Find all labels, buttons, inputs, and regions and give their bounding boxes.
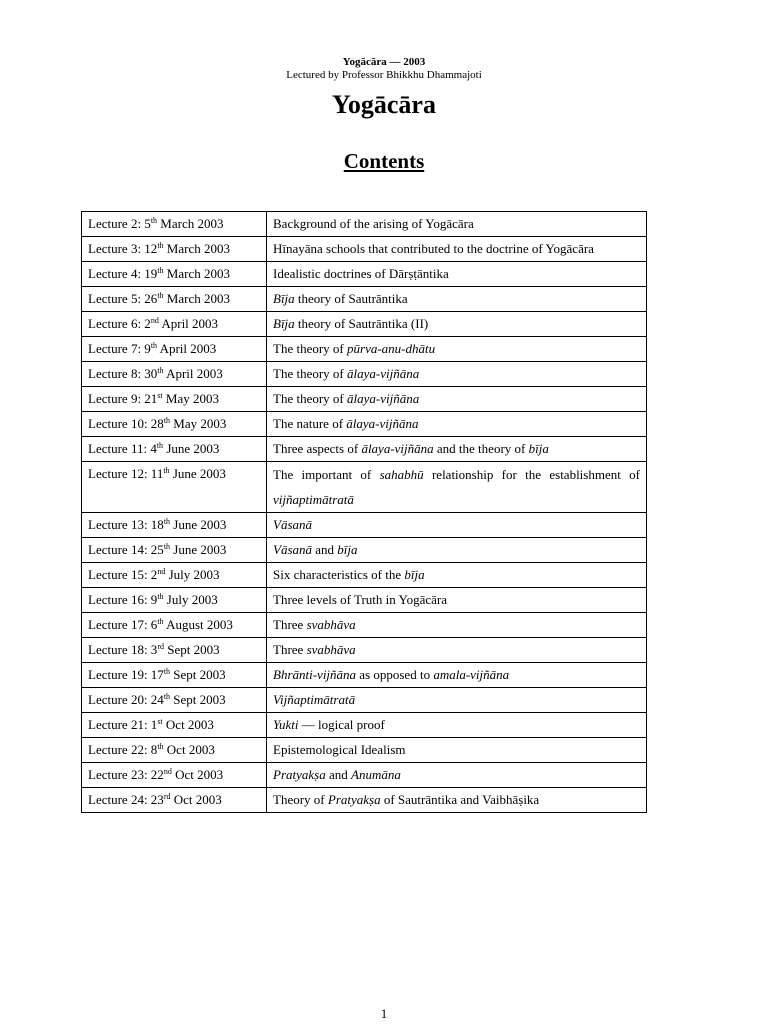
ordinal-suffix: st: [157, 717, 163, 726]
table-row: [82, 337, 647, 362]
lecture-label: Lecture 6: 2: [88, 316, 151, 331]
lecture-topic-cell: [267, 713, 647, 738]
topic-term: svabhāva: [306, 617, 356, 632]
lecture-topic-cell: [267, 337, 647, 362]
lecture-month: June 2003: [163, 441, 220, 456]
table-row: [82, 588, 647, 613]
lecture-label: Lecture 23: 22: [88, 767, 164, 782]
lecture-topic-cell: [267, 563, 647, 588]
ordinal-suffix: st: [157, 391, 163, 400]
table-row: [82, 538, 647, 563]
ordinal-suffix: th: [157, 592, 164, 601]
lecture-topic-cell: [267, 287, 647, 312]
table-row: [82, 513, 647, 538]
lecture-month: March 2003: [157, 216, 224, 231]
page-title: Yogācāra: [332, 90, 436, 119]
lecture-month: April 2003: [163, 366, 223, 381]
lecture-label: Lecture 4: 19: [88, 266, 158, 281]
topic-term: Pratyakṣa: [327, 792, 381, 807]
lecture-label: Lecture 16: 9: [88, 592, 158, 607]
lecture-label: Lecture 18: 3: [88, 642, 158, 657]
table-row: [82, 663, 647, 688]
lecture-date-cell: [82, 362, 267, 387]
topic-term: Vijñaptimātratā: [273, 692, 356, 707]
topic-term: ālaya-vijñāna: [347, 391, 420, 406]
table-row: [82, 613, 647, 638]
ordinal-suffix: rd: [157, 642, 164, 651]
lecture-month: August 2003: [163, 617, 233, 632]
topic-term: amala-vijñāna: [433, 667, 510, 682]
lecture-month: March 2003: [163, 241, 230, 256]
lecture-topic-cell: [267, 437, 647, 462]
lecture-topic-cell: [267, 663, 647, 688]
ordinal-suffix: th: [157, 291, 164, 300]
lecture-label: Lecture 2: 5: [88, 216, 151, 231]
topic-term: Anumāna: [351, 767, 401, 782]
table-row: [82, 688, 647, 713]
ordinal-suffix: th: [150, 216, 158, 225]
lecture-label: Lecture 20: 24: [88, 692, 164, 707]
topic-text: theory of Sautrāntika: [294, 291, 408, 306]
lecture-date-cell: [82, 688, 267, 713]
topic-term: vijñaptimātratā: [273, 492, 354, 507]
lecture-topic-cell: [267, 387, 647, 412]
lecture-month: March 2003: [163, 291, 230, 306]
lecture-date-cell: [82, 387, 267, 412]
topic-text: The nature of: [273, 416, 347, 431]
lecture-date-cell: [82, 663, 267, 688]
table-row: [82, 563, 647, 588]
lecture-month: Oct 2003: [171, 767, 224, 782]
ordinal-suffix: th: [163, 466, 170, 475]
topic-term: Bīja: [273, 291, 295, 306]
topic-term: bīja: [337, 542, 358, 557]
lecture-date-cell: [82, 262, 267, 287]
topic-text: as opposed to: [356, 667, 434, 682]
lecture-month: Sept 2003: [170, 667, 226, 682]
table-row: [82, 738, 647, 763]
lecture-month: April 2003: [157, 341, 217, 356]
lecture-month: Sept 2003: [163, 642, 220, 657]
lecture-label: Lecture 19: 17: [88, 667, 164, 682]
topic-text: — logical proof: [298, 717, 385, 732]
topic-text: and the theory of: [433, 441, 529, 456]
topic-term: Bīja: [273, 316, 295, 331]
ordinal-suffix: th: [157, 241, 164, 250]
ordinal-suffix: th: [163, 517, 171, 526]
topic-term: bīja: [528, 441, 549, 456]
lecture-date-cell: [82, 513, 267, 538]
ordinal-suffix: th: [156, 441, 164, 450]
lecture-date-cell: [82, 713, 267, 738]
lecture-label: Lecture 3: 12: [88, 241, 158, 256]
page-number: 1: [380, 1006, 388, 1021]
lecture-label: Lecture 9: 21: [88, 391, 158, 406]
header-subtitle: Lectured by Professor Bhikkhu Dhammajoti: [286, 69, 482, 81]
topic-text: Three levels of Truth in Yogācāra: [273, 592, 448, 607]
lecture-date-cell: [82, 613, 267, 638]
topic-text: The theory of: [273, 366, 348, 381]
table-row: [82, 437, 647, 462]
topic-text: Three: [273, 617, 307, 632]
lecture-date-cell: [82, 538, 267, 563]
lecture-month: Sept 2003: [170, 692, 226, 707]
topic-text: Theory of: [273, 792, 328, 807]
ordinal-suffix: th: [163, 542, 171, 551]
ordinal-suffix: th: [157, 366, 164, 375]
table-row: [82, 713, 647, 738]
lecture-topic-cell: [267, 513, 647, 538]
lecture-date-cell: [82, 337, 267, 362]
topic-term: pūrva-anu-dhātu: [347, 341, 436, 356]
topic-text: and: [325, 767, 351, 782]
lecture-date-cell: [82, 638, 267, 663]
table-row: [82, 638, 647, 663]
header-title: Yogācāra — 2003: [342, 56, 426, 68]
topic-text: relationship for the establishment of: [423, 467, 641, 482]
lecture-topic-cell: [267, 738, 647, 763]
lecture-date-cell: [82, 738, 267, 763]
lecture-topic-cell: [267, 212, 647, 237]
lecture-label: Lecture 13: 18: [88, 517, 164, 532]
topic-term: Pratyakṣa: [273, 767, 326, 782]
topic-text: The theory of: [273, 341, 348, 356]
lecture-topic-cell: [267, 362, 647, 387]
topic-text: Six characteristics of the: [273, 567, 405, 582]
topic-text: Three aspects of: [273, 441, 362, 456]
table-row: [82, 212, 647, 237]
topic-term: sahabhū: [379, 467, 424, 482]
lecture-month: June 2003: [169, 466, 226, 481]
topic-term: ālaya-vijñāna: [346, 416, 419, 431]
table-row: [82, 262, 647, 287]
topic-term: Vāsanā: [273, 542, 312, 557]
lecture-label: Lecture 21: 1: [88, 717, 158, 732]
lecture-month: May 2003: [170, 416, 227, 431]
lecture-month: June 2003: [170, 542, 227, 557]
topic-term: Vāsanā: [273, 517, 312, 532]
lecture-date-cell: [82, 212, 267, 237]
ordinal-suffix: nd: [150, 316, 159, 325]
lecture-date-cell: [82, 563, 267, 588]
topic-term: svabhāva: [306, 642, 356, 657]
topic-text: theory of Sautrāntika (II): [294, 316, 429, 331]
lecture-date-cell: [82, 412, 267, 437]
ordinal-suffix: th: [157, 266, 164, 275]
lecture-date-cell: [82, 287, 267, 312]
lecture-label: Lecture 8: 30: [88, 366, 158, 381]
lecture-label: Lecture 10: 28: [88, 416, 164, 431]
contents-heading: Contents: [343, 149, 425, 173]
lecture-month: Oct 2003: [163, 742, 215, 757]
topic-text: of Sautrāntika and Vaibhāṣika: [380, 792, 540, 807]
table-row: [82, 788, 647, 813]
ordinal-suffix: rd: [163, 792, 171, 801]
lecture-topic-cell: [267, 763, 647, 788]
topic-text: Three: [273, 642, 307, 657]
lecture-topic-cell: [267, 613, 647, 638]
ordinal-suffix: th: [150, 341, 158, 350]
contents-table: [81, 211, 647, 813]
lecture-topic-cell: [267, 312, 647, 337]
ordinal-suffix: nd: [163, 767, 172, 776]
lecture-month: June 2003: [170, 517, 227, 532]
lecture-date-cell: [82, 237, 267, 262]
lecture-month: Oct 2003: [162, 717, 214, 732]
ordinal-suffix: th: [157, 742, 164, 751]
lecture-topic-cell: [267, 262, 647, 287]
topic-text: The theory of: [273, 391, 348, 406]
lecture-topic-cell: [267, 588, 647, 613]
lecture-date-cell: [82, 788, 267, 813]
lecture-month: March 2003: [163, 266, 230, 281]
lecture-topic-cell: [267, 638, 647, 663]
lecture-label: Lecture 5: 26: [88, 291, 158, 306]
topic-term: ālaya-vijñāna: [347, 366, 420, 381]
topic-term: bīja: [404, 567, 425, 582]
ordinal-suffix: th: [163, 692, 171, 701]
ordinal-suffix: th: [163, 416, 171, 425]
ordinal-suffix: th: [163, 667, 171, 676]
topic-text: The important of: [273, 467, 380, 482]
lecture-topic-cell: [267, 237, 647, 262]
lecture-label: Lecture 7: 9: [88, 341, 151, 356]
lecture-month: July 2003: [163, 592, 218, 607]
topic-text: Hīnayāna schools that contributed to the doctrine of Yogācāra: [273, 241, 594, 256]
lecture-month: July 2003: [165, 567, 220, 582]
topic-text: Epistemological Idealism: [273, 742, 406, 757]
lecture-label: Lecture 24: 23: [88, 792, 164, 807]
contents-table-body: [82, 212, 647, 813]
lecture-label: Lecture 15: 2: [88, 567, 158, 582]
topic-term: ālaya-vijñāna: [361, 441, 434, 456]
lecture-label: Lecture 11: 4: [88, 441, 157, 456]
lecture-topic-cell: [267, 788, 647, 813]
document-header: [0, 56, 768, 82]
lecture-date-cell: [82, 763, 267, 788]
lecture-month: May 2003: [162, 391, 219, 406]
table-row: [82, 763, 647, 788]
table-row: [82, 387, 647, 412]
ordinal-suffix: nd: [157, 567, 166, 576]
lecture-label: Lecture 12: 11: [88, 466, 164, 481]
lecture-topic-cell: [267, 462, 647, 513]
table-row: [82, 312, 647, 337]
table-row: [82, 237, 647, 262]
topic-term: Bhrānti-vijñāna: [273, 667, 357, 682]
topic-text: and: [312, 542, 338, 557]
ordinal-suffix: th: [157, 617, 164, 626]
lecture-date-cell: [82, 312, 267, 337]
table-row: [82, 412, 647, 437]
table-row: [82, 462, 647, 513]
lecture-date-cell: [82, 462, 267, 513]
topic-text: Background of the arising of Yogācāra: [273, 216, 474, 231]
lecture-topic-cell: [267, 538, 647, 563]
table-row: [82, 287, 647, 312]
lecture-label: Lecture 22: 8: [88, 742, 158, 757]
lecture-month: Oct 2003: [170, 792, 222, 807]
lecture-topic-cell: [267, 412, 647, 437]
topic-text: Idealistic doctrines of Dārṣṭāntika: [273, 266, 449, 281]
lecture-date-cell: [82, 437, 267, 462]
lecture-label: Lecture 17: 6: [88, 617, 158, 632]
lecture-topic-cell: [267, 688, 647, 713]
table-row: [82, 362, 647, 387]
lecture-date-cell: [82, 588, 267, 613]
lecture-label: Lecture 14: 25: [88, 542, 164, 557]
lecture-month: April 2003: [158, 316, 219, 331]
topic-term: Yukti: [273, 717, 299, 732]
